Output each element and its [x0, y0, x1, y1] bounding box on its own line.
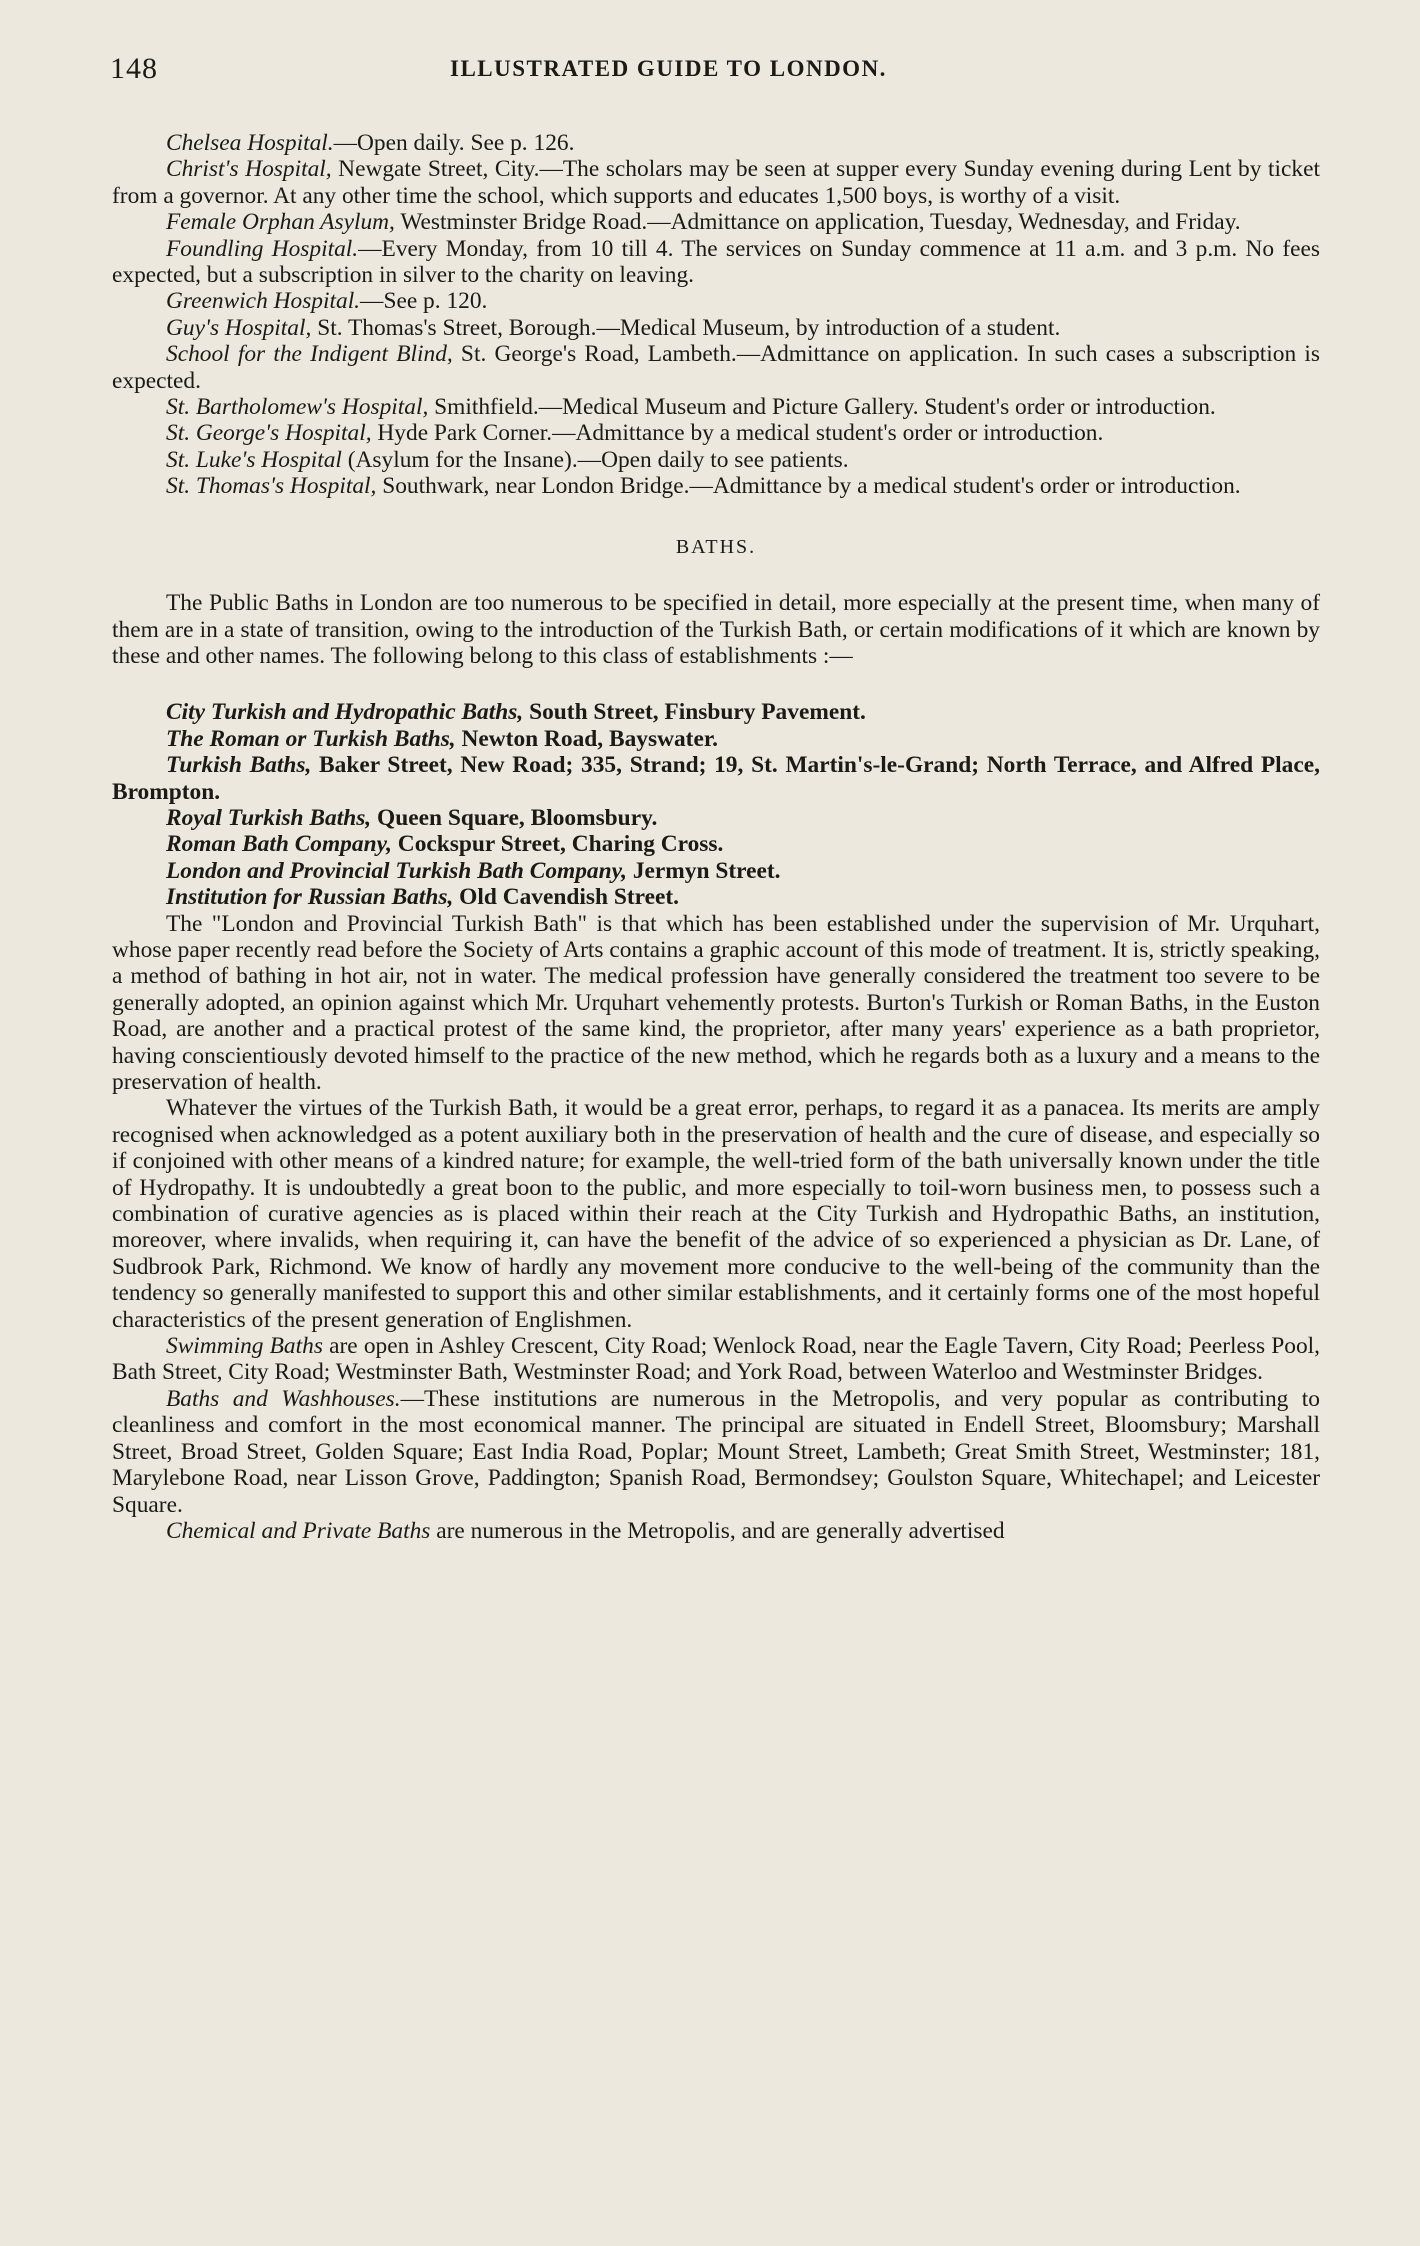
bath-name: City Turkish and Hydropathic Baths, — [166, 699, 524, 726]
entry-female-orphan-asylum — [112, 209, 1320, 235]
bath-name: Turkish Baths, — [166, 752, 312, 779]
entry-name: School for the Indigent Blind, — [166, 341, 453, 368]
entry-text: —These institutions are numerous in the Metropolis, and very popular as contributing to cleanliness and comfort in the most economical manner. The principal are situated in Endell Street, Bloomsbury; Marshall Street, Broad Street, Golden Square; East India Road, Poplar; Mount Street, Lambeth; Great Smith Street, Westminster; 181, Marylebone Road, near Lisson Grove, Paddington; Spanish Road, Bermondsey; Goulston Square, Whitechapel; and Leicester Square. — [112, 1385, 1320, 1518]
entry-text: Smithfield.—Medical Museum and Picture Gallery. Student's order or introduction. — [428, 394, 1216, 421]
bath-name: Institution for Russian Baths, — [166, 884, 454, 911]
bath-address: Newton Road, Bayswater. — [455, 725, 718, 752]
bath-name: The Roman or Turkish Baths, — [166, 725, 456, 752]
bath-name: Royal Turkish Baths, — [166, 804, 372, 831]
entry-name: St. Luke's Hospital — [166, 446, 342, 473]
entry-name: Chemical and Private Baths — [166, 1517, 431, 1544]
bath-address: Cockspur Street, Charing Cross. — [391, 831, 724, 858]
entry-chemical-private-baths — [112, 1518, 1320, 1544]
entry-greenwich-hospital — [112, 288, 1320, 314]
entry-text: Hyde Park Corner.—Admittance by a medical student's order or introduction. — [371, 420, 1104, 447]
bath-name: London and Provincial Turkish Bath Company, — [166, 857, 627, 884]
entry-name: St. Thomas's Hospital, — [166, 473, 377, 500]
bath-entry — [112, 858, 1320, 884]
bath-entry — [112, 726, 1320, 752]
bath-entry — [112, 699, 1320, 725]
entry-text: are numerous in the Metropolis, and are generally advertised — [430, 1517, 1005, 1544]
entry-st-georges — [112, 420, 1320, 446]
bath-entry — [112, 884, 1320, 910]
entry-text: Newgate Street, City.—The scholars may be seen at supper every Sunday evening during Lent by ticket from a governor. At any other time the school, which supports and educates 1,500 boys, is worthy of a visit. — [112, 156, 1320, 209]
entry-chelsea-hospital — [112, 130, 1320, 156]
entry-text: Southwark, near London Bridge.—Admittance by a medical student's order or introduction. — [376, 473, 1241, 500]
entry-name: Baths and Washhouses. — [166, 1385, 401, 1412]
entry-st-bartholomews — [112, 394, 1320, 420]
entry-baths-washhouses — [112, 1386, 1320, 1518]
spacer — [112, 669, 1320, 699]
entry-st-lukes — [112, 447, 1320, 473]
bath-name: Roman Bath Company, — [166, 831, 392, 858]
entry-name: Christ's Hospital, — [166, 156, 332, 183]
entry-name: St. George's Hospital, — [166, 420, 372, 447]
entry-swimming-baths — [112, 1333, 1320, 1386]
entry-text: St. George's Road, Lambeth.—Admittance on application. In such cases a subscription is expected. — [112, 341, 1320, 394]
entry-christs-hospital — [112, 156, 1320, 209]
entry-name: Female Orphan Asylum, — [166, 209, 395, 236]
bath-entry — [112, 805, 1320, 831]
page-header — [110, 52, 1320, 92]
bath-entry — [112, 831, 1320, 857]
entry-text: Westminster Bridge Road.—Admittance on application, Tuesday, Wednesday, and Friday. — [394, 209, 1241, 236]
entry-name: Chelsea Hospital. — [166, 130, 334, 156]
running-title: ILLUSTRATED GUIDE TO LONDON. — [450, 56, 887, 81]
bath-address: Old Cavendish Street. — [453, 884, 680, 911]
entry-foundling-hospital — [112, 236, 1320, 289]
entry-text: (Asylum for the Insane).—Open daily to see patients. — [341, 446, 849, 473]
bath-address: Baker Street, New Road; 335, Strand; 19, St. Martin's-le-Grand; North Terrace, and Alfred Place, Brompton. — [112, 752, 1320, 805]
page-number: 148 — [110, 52, 158, 85]
entry-guys-hospital — [112, 315, 1320, 341]
entry-name: Greenwich Hospital. — [166, 288, 361, 315]
paragraph-turkish-bath-virtues: Whatever the virtues of the Turkish Bath, it would be a great error, perhaps, to regard it as a panacea. Its merits are amply recognised when acknowledged as a potent auxiliary both in the preservation of health and the cure of disease, and especially so if conjoined with other means of a kindred nature; for example, the well-tried form of the bath universally known under the title of Hydropathy. It is undoubtedly a great boon to the public, and more especially to toil-worn business men, to possess such a combination of curative agencies as is placed within their reach at the City Turkish and Hydropathic Baths, an institution, moreover, where invalids, when requiring it, can have the benefit of the advice of so experienced a physician as Dr. Lane, of Sudbrook Park, Richmond. We know of hardly any movement more conducive to the well-being of the community than the tendency so generally manifested to support this and other similar establishments, and it certainly forms one of the most hopeful characteristics of the present generation of Englishmen. — [112, 1095, 1320, 1333]
entry-name: Foundling Hospital. — [166, 235, 359, 262]
baths-intro-paragraph: The Public Baths in London are too numerous to be specified in detail, more especially at the present time, when many of them are in a state of transition, owing to the introduction of the Turkish Bath, or certain modifications of it which are known by these and other names. The following belong to this class of establishments :— — [112, 590, 1320, 669]
entry-name: St. Bartholomew's Hospital, — [166, 394, 429, 421]
bath-address: Queen Square, Bloomsbury. — [371, 804, 658, 831]
baths-list — [112, 699, 1320, 910]
paragraph-london-provincial-bath: The "London and Provincial Turkish Bath" is that which has been established under the supervision of Mr. Urquhart, whose paper recently read before the Society of Arts contains a graphic account of this mode of treatment. It is, strictly speaking, a method of bathing in hot air, not in water. The medical profession have generally considered the treatment too severe to be generally adopted, an opinion against which Mr. Urquhart vehemently protests. Burton's Turkish or Roman Baths, in the Euston Road, are another and a practical protest of the same kind, the proprietor, after many years' experience as a bath proprietor, having conscientiously devoted himself to the practice of the new method, which he regards both as a luxury and a means to the preservation of health. — [112, 910, 1320, 1095]
entry-indigent-blind — [112, 341, 1320, 394]
entry-st-thomas — [112, 473, 1320, 499]
section-heading-baths: BATHS. — [675, 535, 757, 558]
entry-name: Swimming Baths — [166, 1333, 323, 1360]
entry-name: Guy's Hospital, — [166, 314, 312, 341]
entry-text: —Open daily. See p. 126. — [333, 130, 575, 156]
entry-text: —Every Monday, from 10 till 4. The services on Sunday commence at 11 a.m. and 3 p.m. No fees expected, but a subscription in silver to the charity on leaving. — [112, 235, 1320, 289]
entry-text: St. Thomas's Street, Borough.—Medical Museum, by introduction of a student. — [311, 314, 1061, 341]
bath-entry — [112, 752, 1320, 805]
bath-address: South Street, Finsbury Pavement. — [523, 699, 866, 726]
page-body — [112, 130, 1320, 1544]
bath-address: Jermyn Street. — [626, 857, 781, 884]
entry-text: —See p. 120. — [360, 288, 488, 315]
entry-text: are open in Ashley Crescent, City Road; Wenlock Road, near the Eagle Tavern, City Road; Peerless Pool, Bath Street, City Road; Westminster Bath, Westminster Road; and York Road, between Waterloo and Westminster Bridges. — [112, 1333, 1320, 1386]
